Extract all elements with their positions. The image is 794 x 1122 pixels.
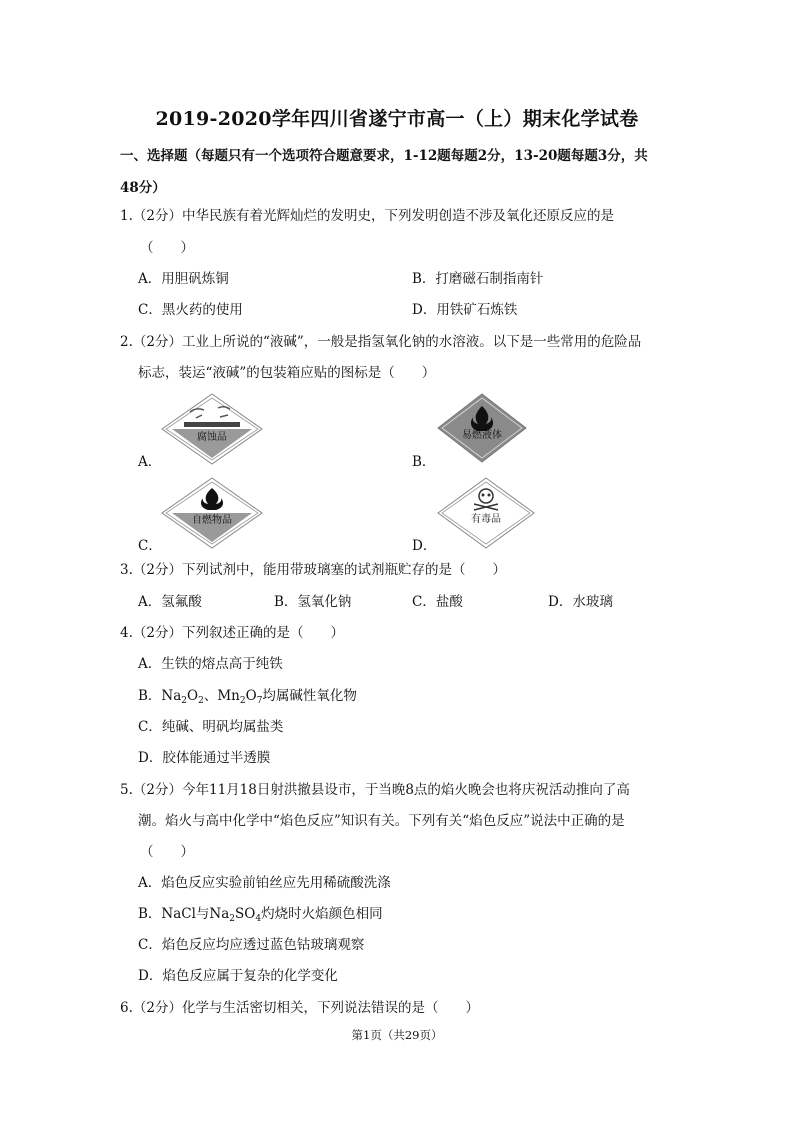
section-heading-cont: 48分） [120,180,166,196]
q1-option-a: A．用胆矾炼铜 [138,271,229,287]
question-4-text: （2分）下列叙述正确的是（ ） [132,625,344,641]
question-2-text: （2分）工业上所说的“液碱”，一般是指氢氧化钠的水溶液。以下是一些常用的危险品 [132,334,642,350]
q3-option-c: C．盐酸 [412,594,463,610]
q5-option-b: B．NaCl与$Na_2SO_4$灼烧时火焰颜色相同 [138,906,383,924]
question-6-text: （2分）化学与生活密切相关，下列说法错误的是（ ） [132,1000,479,1016]
question-1-text: （2分）中华民族有着光辉灿烂的发明史，下列发明创造不涉及氧化还原反应的是 [132,208,614,224]
q5-option-c: C．焰色反应均应透过蓝色钴玻璃观察 [138,937,365,953]
q3-option-d: D．水玻璃 [548,594,613,610]
q4-option-d: D．胶体能通过半透膜 [138,750,271,766]
sign-label: 易燃液体 [462,430,502,441]
question-5-text: （2分）今年11月18日射洪撤县设市，于当晚8点的焰火晚会也将庆祝活动推向了高 [132,782,630,798]
q4-option-c: C．纯碱、明矾均属盐类 [138,719,284,735]
spontaneous-combustion-sign-icon [160,476,264,550]
q4-option-a: A．生铁的熔点高于纯铁 [138,656,283,672]
q2-option-d-letter: D． [412,538,437,554]
sign-label: 自燃物品 [192,515,232,526]
question-5-text-cont: 潮。焰火与高中化学中“焰色反应”知识有关。下列有关“焰色反应”说法中正确的是 [138,813,625,829]
sign-label: 有毒品 [471,514,501,525]
toxic-sign-icon [436,476,536,550]
q3-option-a: A．氢氟酸 [138,594,202,610]
q2-option-a-letter: A． [138,454,162,470]
sign-label: 腐蚀品 [197,432,227,443]
q1-option-d: D．用铁矿石炼铁 [412,302,518,318]
question-4: 4.（2分）下列叙述正确的是（ ） [120,625,344,641]
q5-option-a: A．焰色反应实验前铂丝应先用稀硫酸洗涤 [138,875,391,891]
q4-option-b: B．$Na_2O_2$、$Mn_2O_7$均属碱性氧化物 [138,688,357,706]
question-5-bracket: （ ） [140,844,194,860]
page-title: 2019-2020学年四川省遂宁市高一（上）期末化学试卷 [155,108,639,130]
q3-option-b: B．氢氧化钠 [274,594,352,610]
question-1: 1.（2分）中华民族有着光辉灿烂的发明史，下列发明创造不涉及氧化还原反应的是 [120,208,614,224]
q2-option-c-letter: C． [138,538,162,554]
question-3-text: （2分）下列试剂中，能用带玻璃塞的试剂瓶贮存的是（ ） [132,562,506,578]
question-5: 5.（2分）今年11月18日射洪撤县设市，于当晚8点的焰火晚会也将庆祝活动推向了高 [120,782,630,798]
question-2: 2.（2分）工业上所说的“液碱”，一般是指氢氧化钠的水溶液。以下是一些常用的危险品 [120,334,642,350]
q1-option-b: B．打磨磁石制指南针 [412,271,544,287]
question-3: 3.（2分）下列试剂中，能用带玻璃塞的试剂瓶贮存的是（ ） [120,562,506,578]
q1-option-c: C．黑火药的使用 [138,302,243,318]
q5-option-d: D．焰色反应属于复杂的化学变化 [138,968,338,984]
question-6: 6.（2分）化学与生活密切相关，下列说法错误的是（ ） [120,1000,479,1016]
corrosive-sign-icon [160,392,264,466]
question-2-text-cont: 标志，装运“液碱”的包装箱应贴的图标是（ ） [138,365,436,381]
page-footer: 第1页（共29页） [351,1028,443,1042]
section-heading: 一、选择题（每题只有一个选项符合题意要求，1-12题每题2分，13-20题每题3分，共 [120,148,648,164]
q2-option-b-letter: B． [412,454,436,470]
question-1-bracket: （ ） [140,240,194,256]
flammable-liquid-sign-icon [436,392,528,464]
